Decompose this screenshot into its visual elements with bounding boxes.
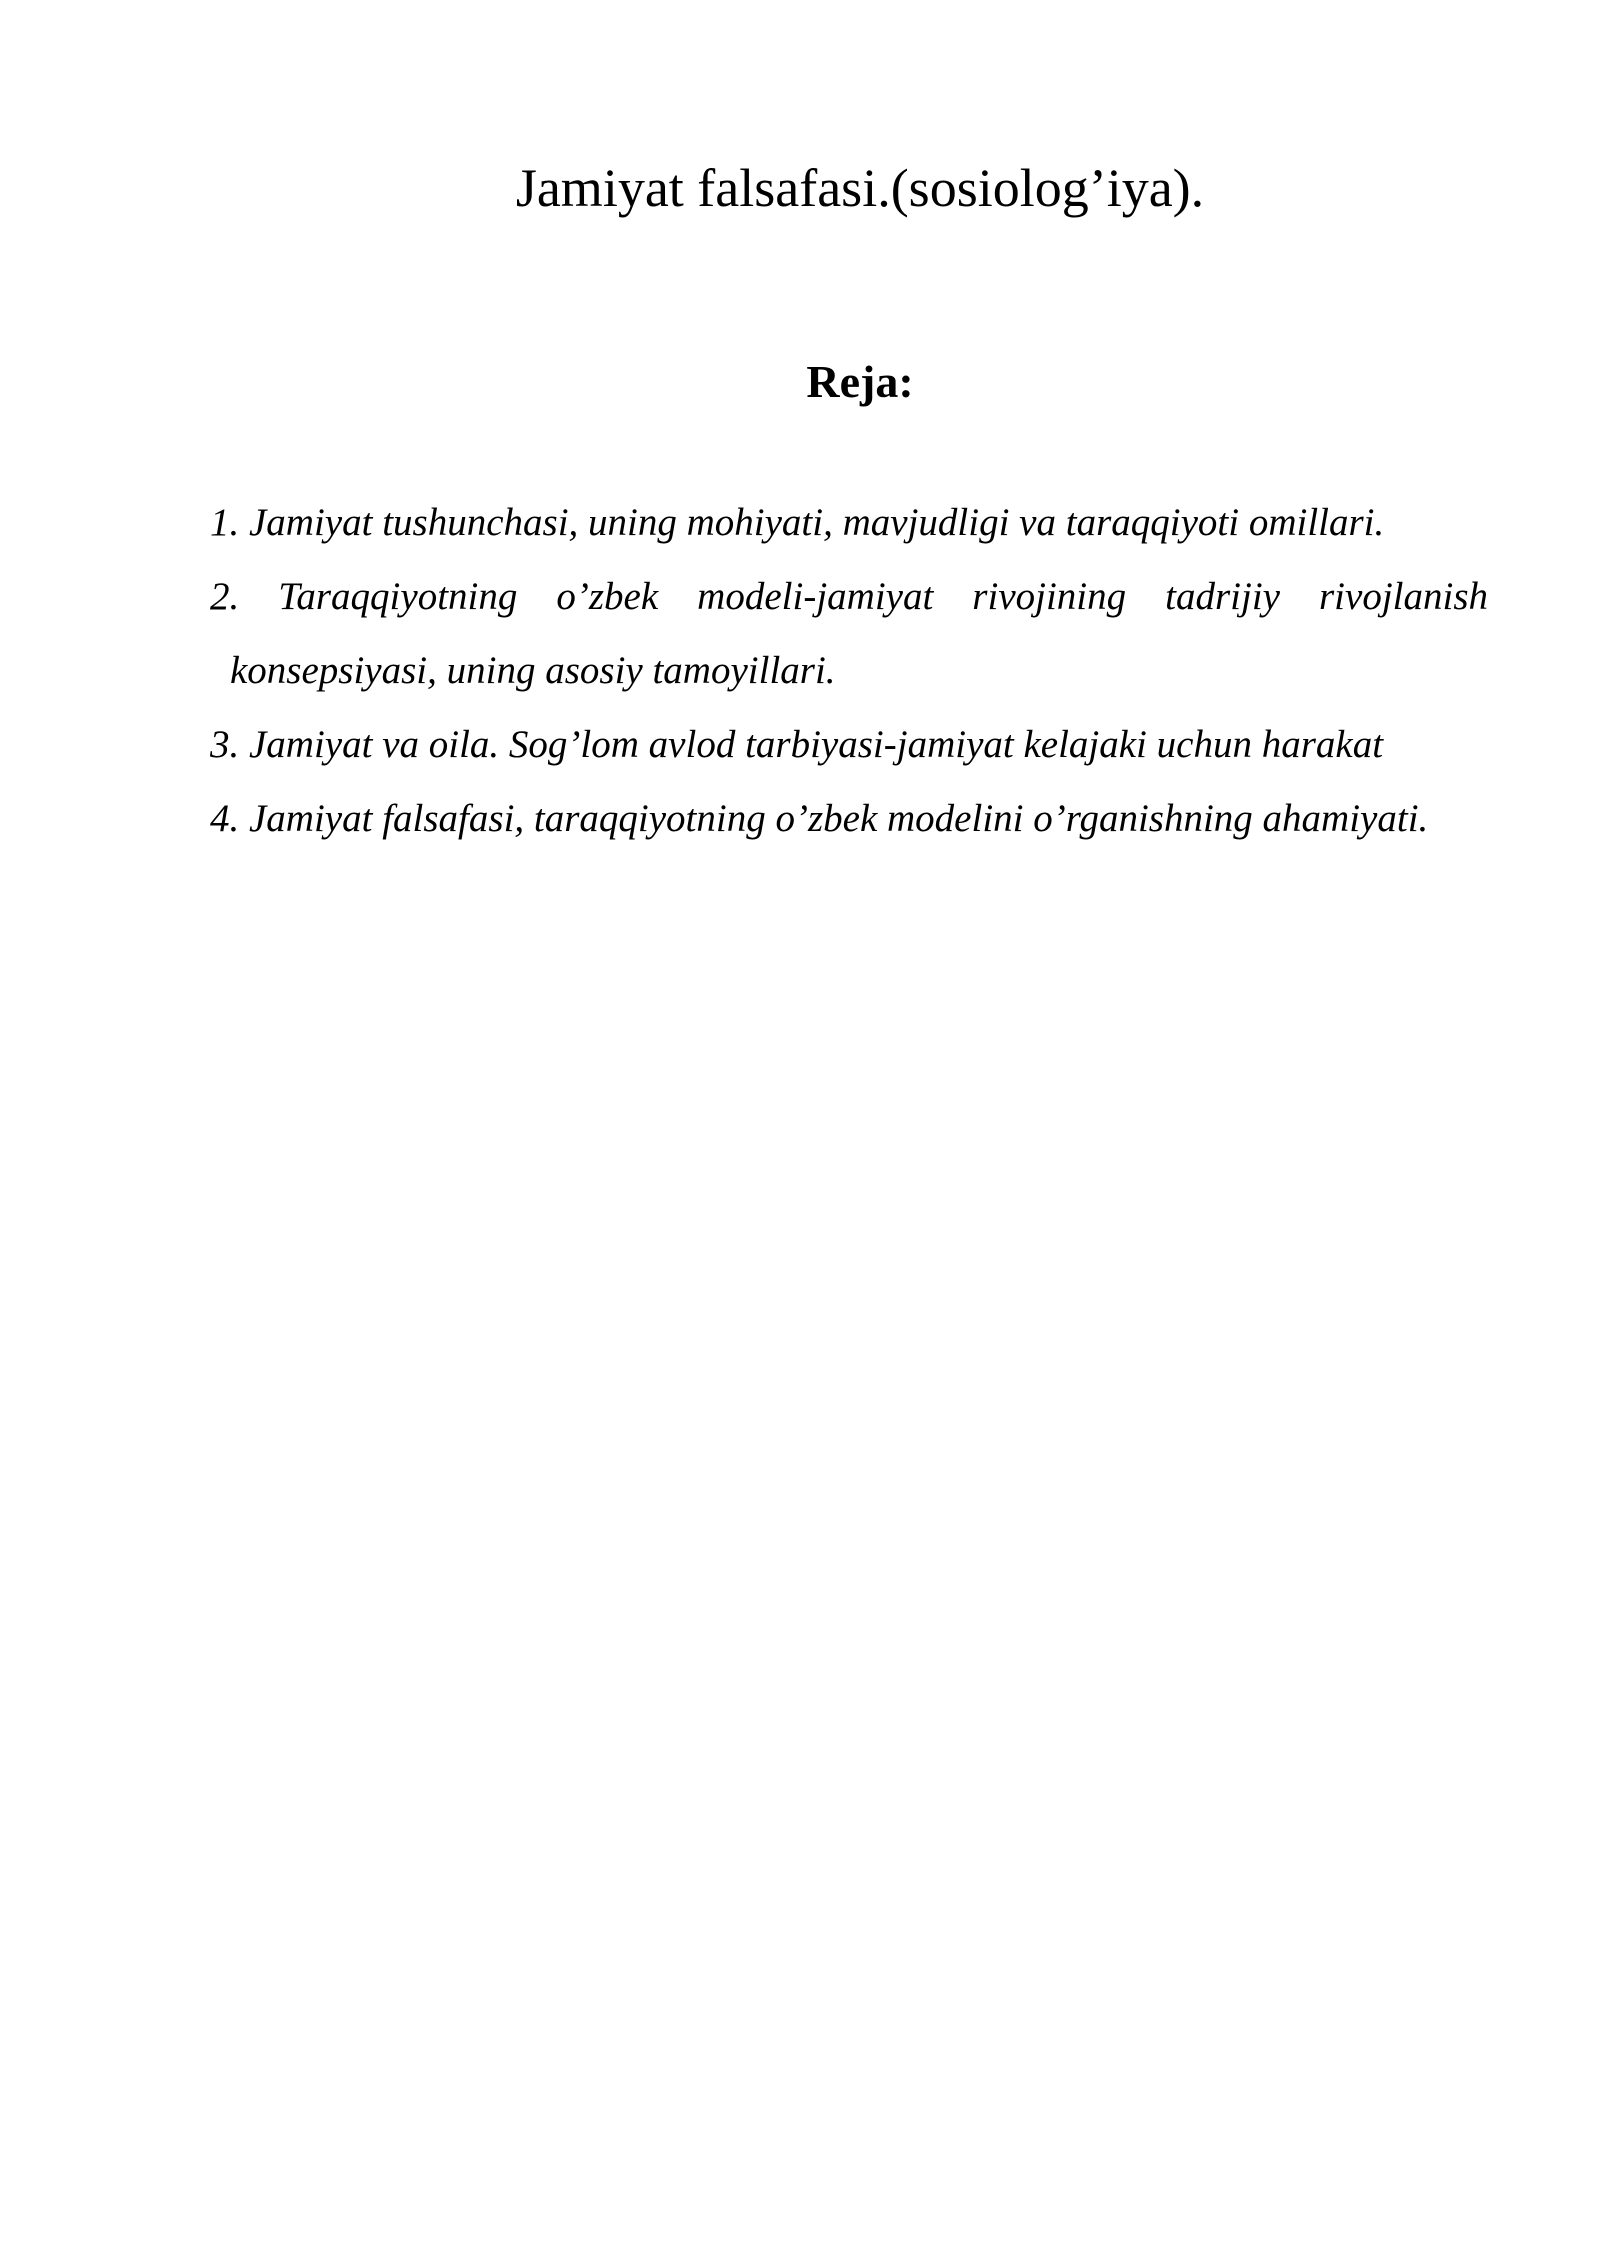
- plan-item-number: 4.: [210, 797, 240, 840]
- plan-item-4: [210, 782, 1488, 856]
- plan-item-2: [210, 560, 1488, 708]
- plan-list: [210, 486, 1488, 856]
- plan-item-number: 2.: [210, 575, 240, 618]
- plan-item-number: 1.: [210, 501, 240, 544]
- plan-item-1: [210, 486, 1488, 560]
- document-title: Jamiyat falsafasi.(sosiolog’iya).: [515, 158, 1205, 218]
- plan-item-text: Jamiyat va oila. Sog’lom avlod tarbiyasi-jamiyat kelajaki uchun harakat: [249, 723, 1384, 766]
- plan-item-3: [210, 708, 1488, 782]
- plan-item-text: Jamiyat tushunchasi, uning mohiyati, mavjudligi va taraqqiyoti omillari.: [249, 501, 1385, 544]
- plan-item-text: Taraqqiyotning o’zbek modeli-jamiyat rivojining tadrijiy rivojlanish konsepsiyasi, uning asosiy tamoyillari.: [230, 575, 1488, 692]
- plan-heading: Reja:: [806, 356, 914, 407]
- plan-item-number: 3.: [210, 723, 240, 766]
- plan-item-text: Jamiyat falsafasi, taraqqiyotning o’zbek modelini o’rganishning ahamiyati.: [249, 797, 1429, 840]
